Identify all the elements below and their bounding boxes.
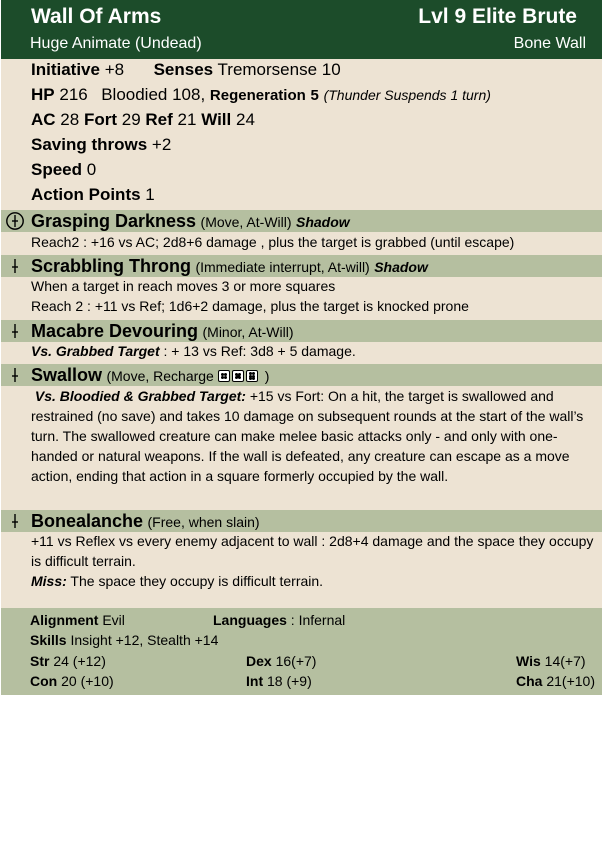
power-header-scrabbling-throng (1, 255, 602, 277)
die-6-icon (246, 370, 258, 382)
dex-label: Dex (246, 653, 272, 669)
int-label: Int (246, 673, 264, 689)
saving-throws-label: Saving throws (31, 135, 148, 154)
ability-dex (246, 653, 316, 669)
hp-line (31, 85, 491, 105)
power-name: Bonealanche (31, 511, 144, 531)
power-header-bonealanche (1, 510, 602, 532)
regeneration-label: Regeneration (209, 87, 306, 104)
ac-value: 28 (60, 110, 80, 129)
str-value: 24 (+12) (53, 653, 106, 669)
power-name: Swallow (31, 365, 103, 385)
dagger-icon (5, 322, 25, 340)
circled-dagger-icon (5, 212, 25, 230)
alignment-label: Alignment (30, 612, 99, 628)
will-label: Will (201, 110, 232, 129)
die-5-icon (232, 370, 244, 382)
power-name: Grasping Darkness (31, 211, 197, 231)
saving-throws-line (31, 135, 171, 155)
ability-int (246, 673, 312, 689)
monster-type: Huge Animate (Undead) (30, 35, 202, 52)
ref-value: 21 (177, 110, 197, 129)
skills (30, 632, 218, 648)
monster-level: Lvl 9 Elite Brute (418, 5, 577, 28)
wis-value: 14(+7) (544, 653, 586, 669)
power-target: Vs. Bloodied & Grabbed Target: (34, 388, 246, 404)
hp-label: HP (31, 85, 55, 104)
hp-value: 216 (59, 85, 88, 104)
dagger-icon (5, 512, 25, 530)
dagger-icon (5, 257, 25, 275)
dagger-icon (5, 366, 25, 384)
power-keyword: Shadow (295, 214, 350, 230)
alignment-value: Evil (102, 612, 125, 628)
stat-block (1, 0, 602, 695)
stat-block-footer (1, 608, 602, 695)
power-header-swallow (1, 364, 602, 386)
power-keyword: Shadow (374, 259, 428, 275)
speed-label: Speed (31, 160, 83, 179)
power-trigger: When a target in reach moves 3 or more squares (31, 278, 336, 294)
skills-value: Insight +12, Stealth +14 (70, 632, 219, 648)
ability-wis (516, 653, 586, 669)
die-4-icon (218, 370, 230, 382)
ability-cha (516, 673, 595, 689)
action-points-line (31, 185, 155, 205)
languages-label: Languages (213, 612, 287, 628)
power-name: Scrabbling Throng (31, 256, 191, 276)
con-value: 20 (+10) (61, 673, 114, 689)
monster-role: Bone Wall (513, 35, 586, 52)
power-miss (31, 571, 323, 591)
power-text: Reach2 : +16 vs AC; 2d8+6 damage , plus the target is grabbed (until escape) (31, 234, 515, 250)
power-effect: +15 vs Fort: On a hit, the target is swallowed and restrained (no save) and takes 10 damage on subsequent rounds at the start of the wall’s turn. The swallowed creature can make melee basic attacks only - and only with one-handed or natural weapons. If the wall is defeated, any creature can escape as a move action, ending that action in a square formerly occupied by the wall. (31, 388, 584, 484)
fort-value: 29 (121, 110, 141, 129)
defenses-line (31, 110, 255, 130)
ac-label: AC (31, 110, 56, 129)
power-meta-close: ) (264, 368, 270, 384)
senses-value: Tremorsense 10 (217, 60, 341, 79)
monster-name: Wall Of Arms (31, 5, 162, 28)
speed-value: 0 (86, 160, 97, 179)
dex-value: 16(+7) (275, 653, 317, 669)
con-label: Con (30, 673, 58, 689)
power-header-grasping-darkness (1, 210, 602, 232)
power-meta: (Free, when slain) (147, 514, 260, 530)
saving-throws-value: +2 (151, 135, 172, 154)
skills-label: Skills (30, 632, 67, 648)
speed-line (31, 160, 96, 180)
initiative-line (31, 60, 341, 80)
int-value: 18 (+9) (267, 673, 312, 689)
languages (213, 612, 345, 628)
ref-label: Ref (145, 110, 173, 129)
power-attack: : + 13 vs Ref: 3d8 + 5 damage. (159, 343, 356, 359)
will-value: 24 (236, 110, 255, 129)
cha-value: 21(+10) (546, 673, 595, 689)
action-points-value: 1 (145, 185, 155, 204)
alignment (30, 612, 125, 628)
power-effect: +11 vs Reflex vs every enemy adjacent to wall : 2d8+4 damage and the space they occupy is difficult terrain. (31, 533, 594, 569)
power-header-macabre-devouring (1, 320, 602, 342)
regeneration-value: 5 (310, 87, 319, 104)
senses-label: Senses (153, 60, 214, 79)
cha-label: Cha (516, 673, 543, 689)
power-text (31, 341, 356, 361)
languages-value: : Infernal (286, 612, 346, 628)
ability-str (30, 653, 106, 669)
power-attack: Reach 2 : +11 vs Ref; 1d6+2 damage, plus the target is knocked prone (31, 298, 469, 314)
power-meta: (Immediate interrupt, At-will) (195, 259, 370, 275)
power-text (31, 386, 601, 486)
power-target: Vs. Grabbed Target (31, 343, 160, 359)
miss-text: The space they occupy is difficult terrain. (66, 573, 324, 589)
miss-label: Miss: (31, 573, 67, 589)
initiative-value: +8 (104, 60, 125, 79)
regeneration-note: (Thunder Suspends 1 turn) (323, 87, 491, 103)
str-label: Str (30, 653, 50, 669)
action-points-label: Action Points (31, 185, 141, 204)
fort-label: Fort (83, 110, 117, 129)
bloodied-value: Bloodied 108, (101, 85, 206, 104)
power-meta: (Move, Recharge (106, 368, 214, 384)
power-meta: (Move, At-Will) (200, 214, 292, 230)
power-meta: (Minor, At-Will) (202, 324, 294, 340)
stat-block-header (1, 0, 602, 59)
wis-label: Wis (516, 653, 541, 669)
power-name: Macabre Devouring (31, 321, 199, 341)
ability-con (30, 673, 114, 689)
initiative-label: Initiative (31, 60, 100, 79)
